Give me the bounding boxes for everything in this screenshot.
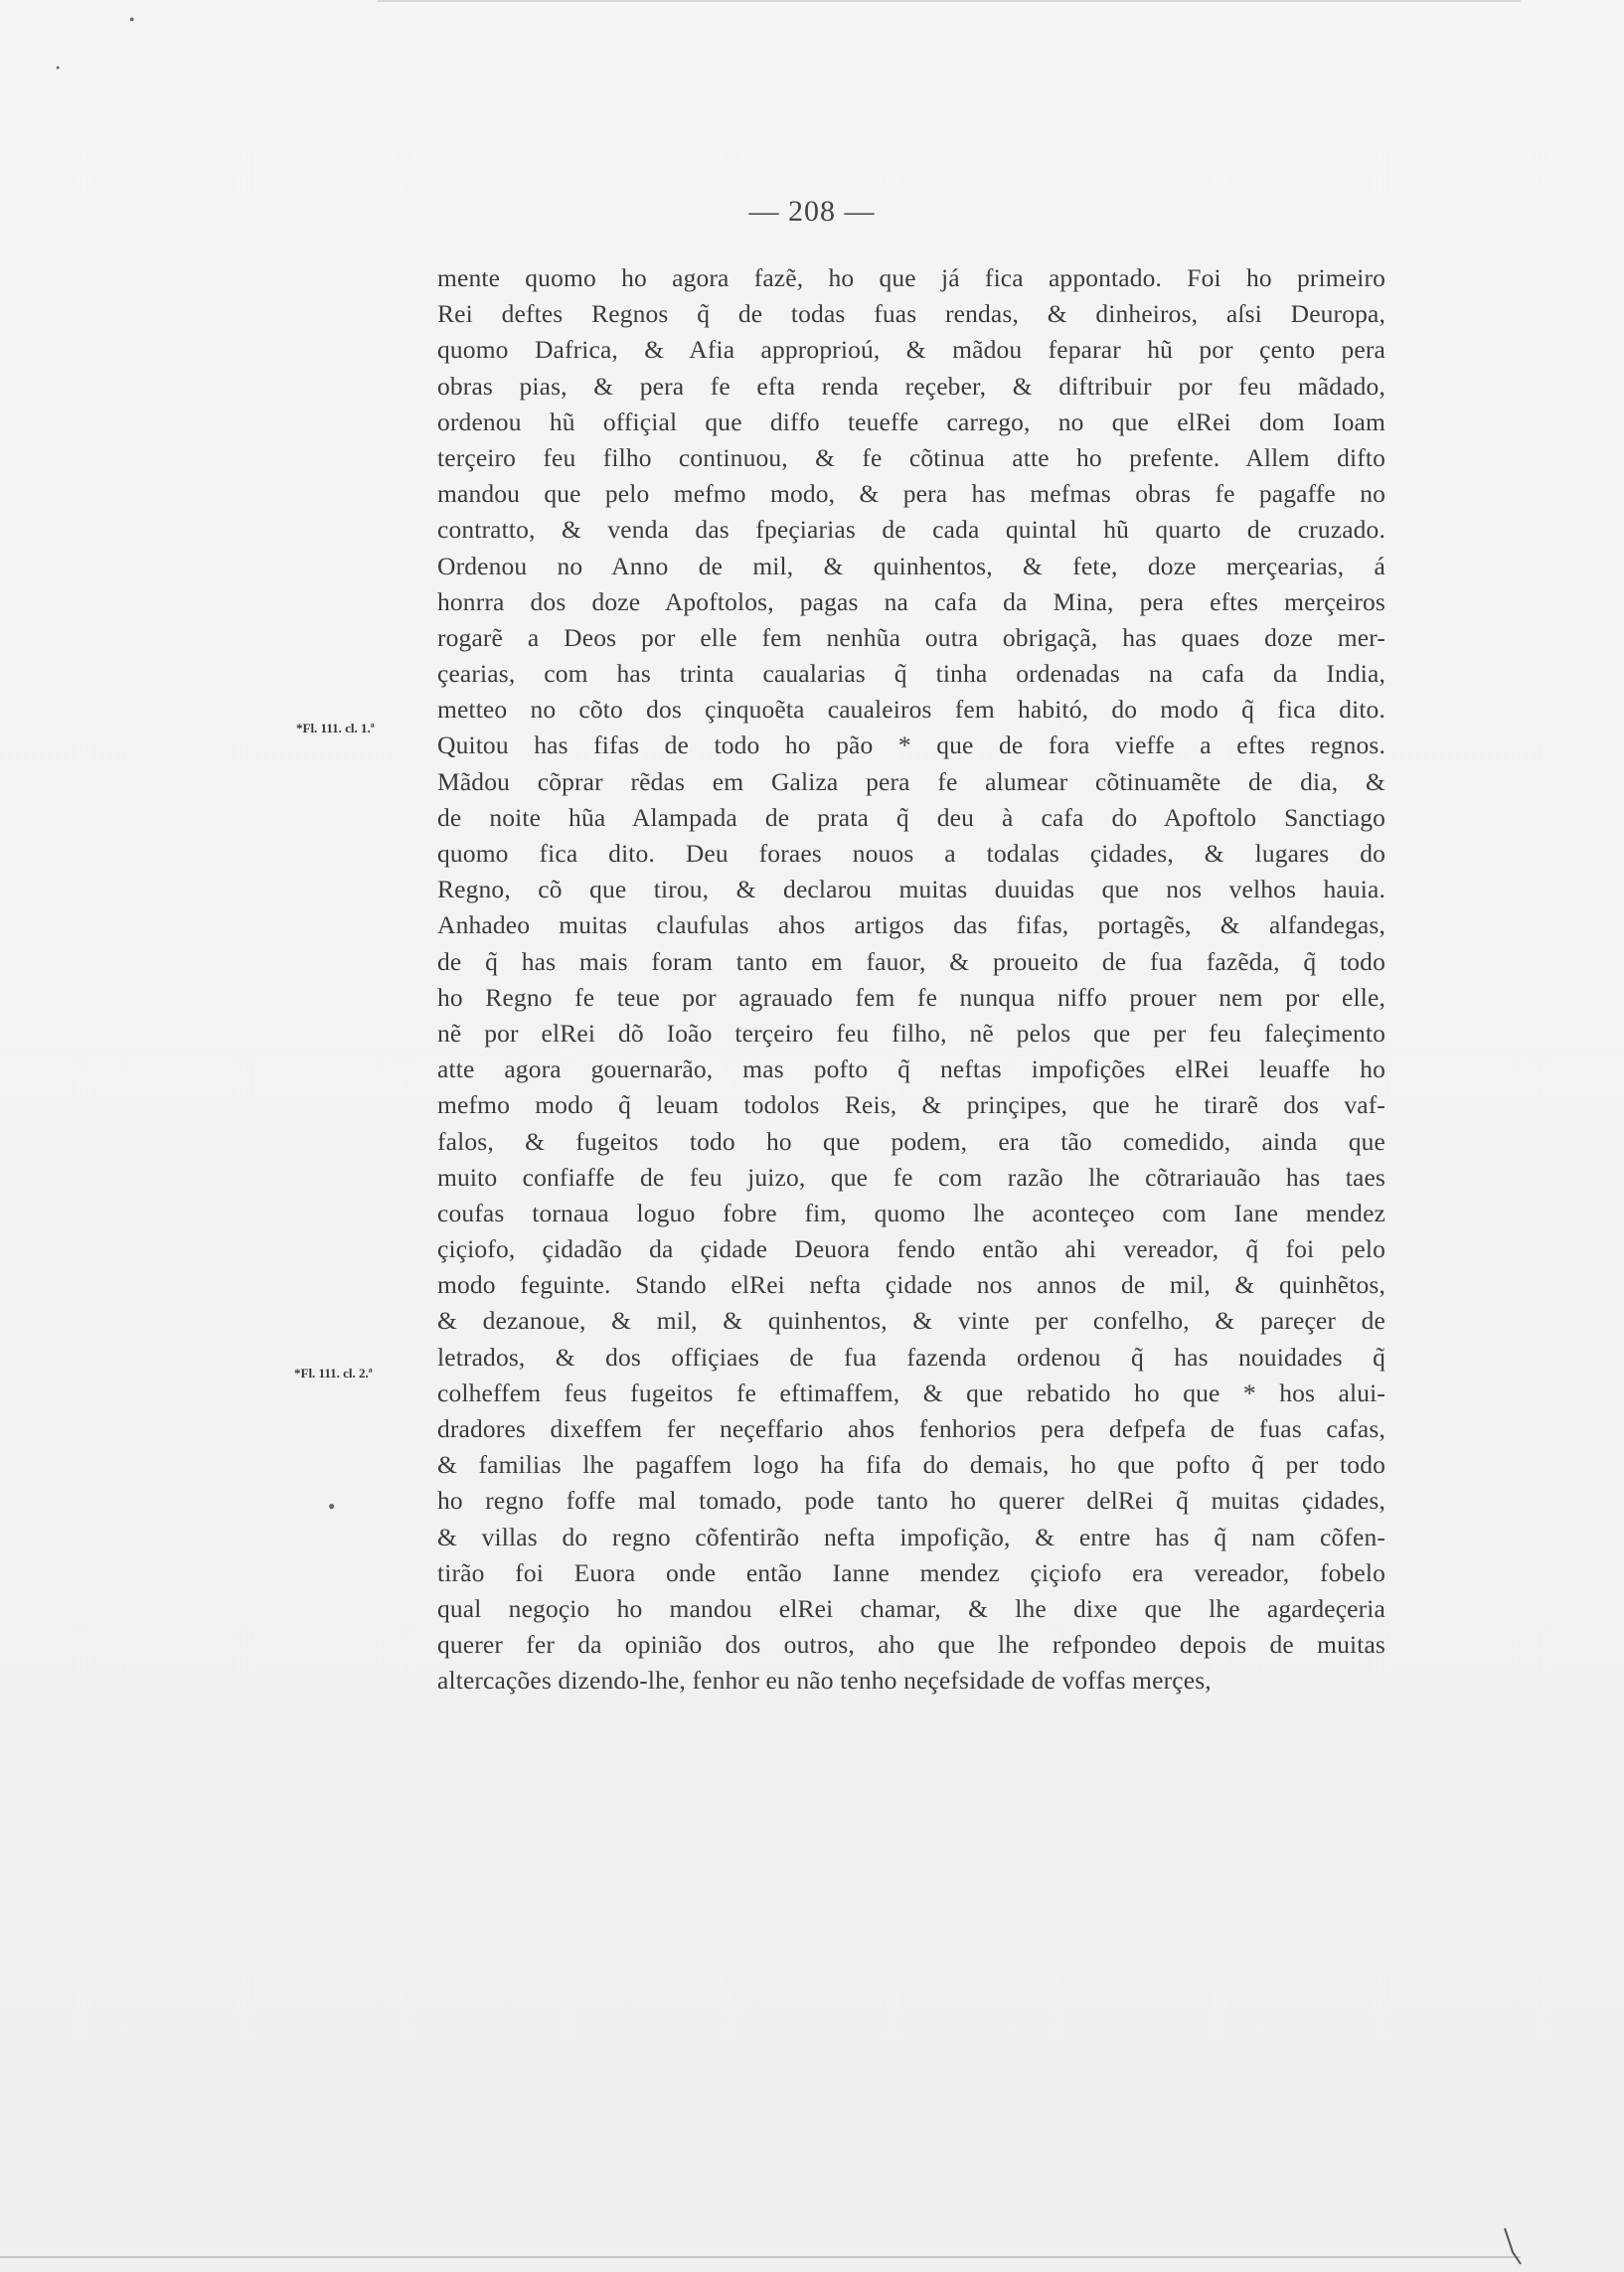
text-line: & dezanoue, & mil, & quinhentos, & vinte per confelho, & pareçer de (437, 1306, 1385, 1336)
text-line: altercações dizendo-lhe, fenhor eu não tenho neçefsidade de voffas merçes, (437, 1666, 1212, 1696)
ink-speck: ● (129, 14, 135, 24)
text-line: terçeiro feu filho continuou, & fe cõtinua atte ho prefente. Allem difto (437, 442, 1385, 472)
text-line: Rei deftes Regnos q̃ de todas fuas rendas, & dinheiros, aſsi Deuropa, (437, 299, 1385, 329)
page-edge-line (378, 0, 1521, 2)
text-line: qual negoçio ho mandou elRei chamar, & lhe dixe que lhe agardeçeria (437, 1593, 1385, 1623)
text-line: falos, & fugeitos todo ho que podem, era tão comedido, ainda que (437, 1126, 1385, 1156)
marginal-note: *Fl. 111. cl. 2.ª (294, 1366, 373, 1380)
text-line: & familias lhe pagaffem logo ha fifa do demais, ho que pofto q̃ per todo (437, 1450, 1385, 1480)
text-line: çiçiofo, çidadão da çidade Deuora fendo então ahi vereador, q̃ foi pelo (437, 1234, 1385, 1264)
text-line: Quitou has fifas de todo ho pão * que de fora vieffe a eftes regnos. (437, 730, 1385, 760)
text-line: contratto, & venda das fpeçiarias de cada quintal hũ quarto de cruzado. (437, 515, 1385, 545)
text-line: de noite hũa Alampada de prata q̃ deu à cafa do Apoftolo Sanctiago (437, 802, 1385, 832)
text-line: Mãdou cõprar rẽdas em Galiza pera fe alumear cõtinuamẽte de dia, & (437, 766, 1385, 796)
text-line: Anhadeo muitas claufulas ahos artigos das fifas, portagẽs, & alfandegas, (437, 910, 1385, 940)
text-line: Ordenou no Anno de mil, & quinhentos, & fete, doze merçearias, á (437, 551, 1385, 580)
body-text (437, 260, 1385, 1700)
text-line: quomo fica dito. Deu foraes nouos a todalas çidades, & lugares do (437, 839, 1385, 868)
text-line: nẽ por elRei dõ Ioão terçeiro feu filho, nẽ pelos que per feu faleçimento (437, 1018, 1385, 1048)
text-line: obras pias, & pera fe efta renda reçeber, & diftribuir por feu mãdado, (437, 371, 1385, 401)
text-line: querer fer da opinião dos outros, aho que lhe refpondeo depois de muitas (437, 1630, 1385, 1660)
text-line: çearias, com has trinta caualarias q̃ tinha ordenadas na cafa da India, (437, 659, 1385, 689)
text-line: ho regno foffe mal tomado, pode tanto ho querer delRei q̃ muitas çidades, (437, 1486, 1385, 1516)
corner-mark-icon (1503, 2226, 1523, 2266)
text-line: ho Regno fe teue por agrauado fem fe nunqua niffo prouer nem por elle, (437, 982, 1385, 1012)
text-line: muito confiaffe de feu juizo, que fe com razão lhe cõtrariauão has taes (437, 1162, 1385, 1192)
ink-speck: ● (328, 1499, 336, 1513)
text-line: dradores dixeffem fer neçeffario ahos fenhorios pera defpefa de fuas cafas, (437, 1414, 1385, 1443)
text-line: metteo no cõto dos çinquoẽta caualeiros fem habitó, do modo q̃ fica dito. (437, 695, 1385, 725)
page-number: — 208 — (748, 195, 876, 228)
text-line: mefmo modo q̃ leuam todolos Reis, & prinçipes, que he tirarẽ dos vaf- (437, 1090, 1385, 1120)
text-line: quomo Dafrica, & Afia approprioú, & mãdou feparar hũ por çento pera (437, 335, 1385, 365)
text-line: honrra dos doze Apoftolos, pagas na cafa da Mina, pera eftes merçeiros (437, 586, 1385, 616)
text-line: coufas tornaua loguo fobre fim, quomo lhe aconteçeo com Iane mendez (437, 1198, 1385, 1227)
text-line: letrados, & dos offiçiaes de fua fazenda ordenou q̃ has nouidades q̃ (437, 1342, 1385, 1372)
ink-speck: ● (56, 64, 61, 72)
text-line: modo feguinte. Stando elRei nefta çidade nos annos de mil, & quinhẽtos, (437, 1270, 1385, 1300)
text-line: & villas do regno cõfentirão nefta impofição, & entre has q̃ nam cõfen- (437, 1522, 1385, 1551)
text-line: tirão foi Euora onde então Ianne mendez çiçiofo era vereador, fobelo (437, 1557, 1385, 1587)
text-line: Regno, cõ que tirou, & declarou muitas duuidas que nos velhos hauia. (437, 875, 1385, 904)
text-line: rogarẽ a Deos por elle fem nenhũa outra obrigaçã, has quaes doze mer- (437, 622, 1385, 652)
text-line: atte agora gouernarão, mas pofto q̃ neftas impofições elRei leuaffe ho (437, 1055, 1385, 1084)
text-line: mente quomo ho agora fazẽ, ho que já fica appontado. Foi ho primeiro (437, 263, 1385, 292)
text-line: ordenou hũ offiçial que diffo teueffe carrego, no que elRei dom Ioam (437, 406, 1385, 436)
text-line: de q̃ has mais foram tanto em fauor, & proueito de fua fazẽda, q̃ todo (437, 946, 1385, 976)
marginal-note: *Fl. 111. cl. 1.ª (296, 721, 375, 735)
page-edge-line (0, 2256, 1521, 2258)
text-line: colheffem feus fugeitos fe eftimaffem, & que rebatido ho que * hos alui- (437, 1378, 1385, 1407)
text-line: mandou que pelo mefmo modo, & pera has mefmas obras fe pagaffe no (437, 479, 1385, 509)
